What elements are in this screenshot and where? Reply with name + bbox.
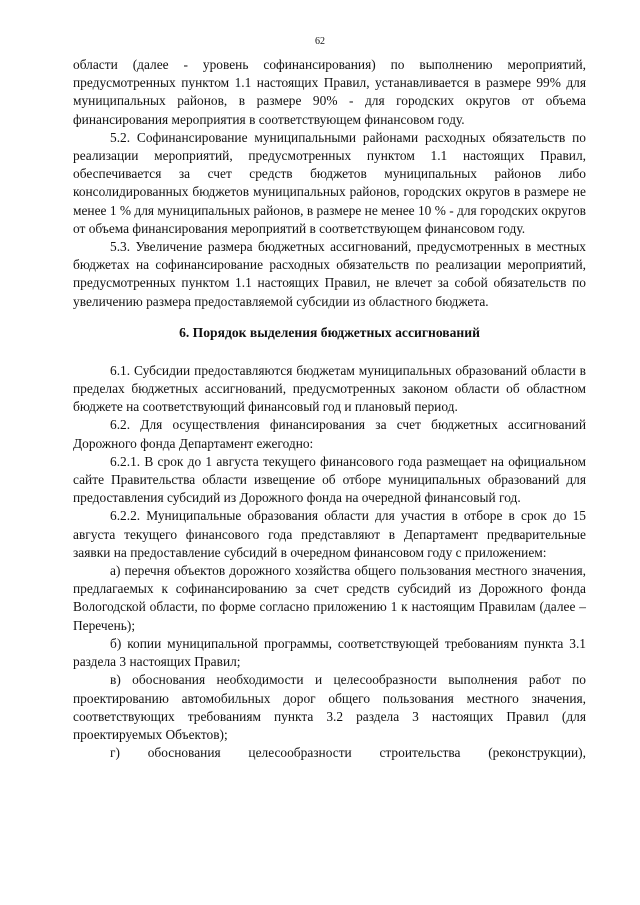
paragraph-6-2-1: 6.2.1. В срок до 1 августа текущего финансового года размещает на официальном сайте Правительства области извещение об отборе муниципальных образований для предоставления субсидий из Дорожного фонда на очередной финансовый год. [73, 453, 586, 506]
list-item-v: в) обоснования необходимости и целесообразности выполнения работ по проектированию автомобильных дорог общего пользования местного значения, соответствующих требованиям пункта 3.2 раздела 3 настоящих Правил (для проектируемых Объектов); [73, 672, 586, 742]
paragraph-6-1: 6.1. Субсидии предоставляются бюджетам муниципальных образований области в пределах бюджетных ассигнований, предусмотренных законом области об областном бюджете на соответствующий финансовый год и плановый период. [73, 362, 586, 415]
paragraph-5-2: 5.2. Софинансирование муниципальными районами расходных обязательств по реализации мероприятий, предусмотренных пунктом 1.1 настоящих Правил, обеспечивается за счет средств бюджетов муниципальных районов либо консолидированных бюджетов муниципальных районов, городских округов в размере не менее 1 % для муниципальных районов, в размере не менее 10 % - для городских округов от объема финансирования мероприятий в соответствующем финансовом году. [73, 129, 586, 236]
document-body [73, 56, 586, 762]
list-item-b: б) копии муниципальной программы, соответствующей требованиям пункта 3.1 раздела 3 настоящих Правил; [73, 635, 586, 670]
paragraph-6-2-2: 6.2.2. Муниципальные образования области для участия в отборе в срок до 15 августа текущего финансового года представляют в Департамент предварительные заявки на предоставление субсидий в очередном финансовом году с приложением: [73, 508, 586, 560]
paragraph-5-3: 5.3. Увеличение размера бюджетных ассигнований, предусмотренных в местных бюджетах на софинансирование расходных обязательств по реализации мероприятий, предусмотренных пунктом 1.1 настоящих Правил, не влечет за собой обязательств по увеличению размера предоставляемой субсидии из областного бюджета. [73, 239, 586, 309]
paragraph-5-1-continuation: области (далее - уровень софинансирования) по выполнению мероприятий, предусмотренных пунктом 1.1 настоящих Правил, устанавливается в размере 99% для муниципальных районов, в размере 90% - для городских округов от объема финансирования мероприятия в соответствующем финансовом году. [73, 57, 586, 127]
list-item-a: а) перечня объектов дорожного хозяйства общего пользования местного значения, предлагаемых к софинансированию за счет средств субсидий из Дорожного фонда Вологодской области, по форме согласно приложению 1 к настоящим Правилам (далее – Перечень); [73, 563, 586, 633]
list-item-g: г) обоснования целесообразности строительства (реконструкции), [110, 745, 586, 761]
section-heading: 6. Порядок выделения бюджетных ассигнований [179, 324, 480, 340]
page-number: 62 [315, 36, 325, 47]
paragraph-6-2: 6.2. Для осуществления финансирования за счет бюджетных ассигнований Дорожного фонда Департамент ежегодно: [73, 417, 586, 451]
